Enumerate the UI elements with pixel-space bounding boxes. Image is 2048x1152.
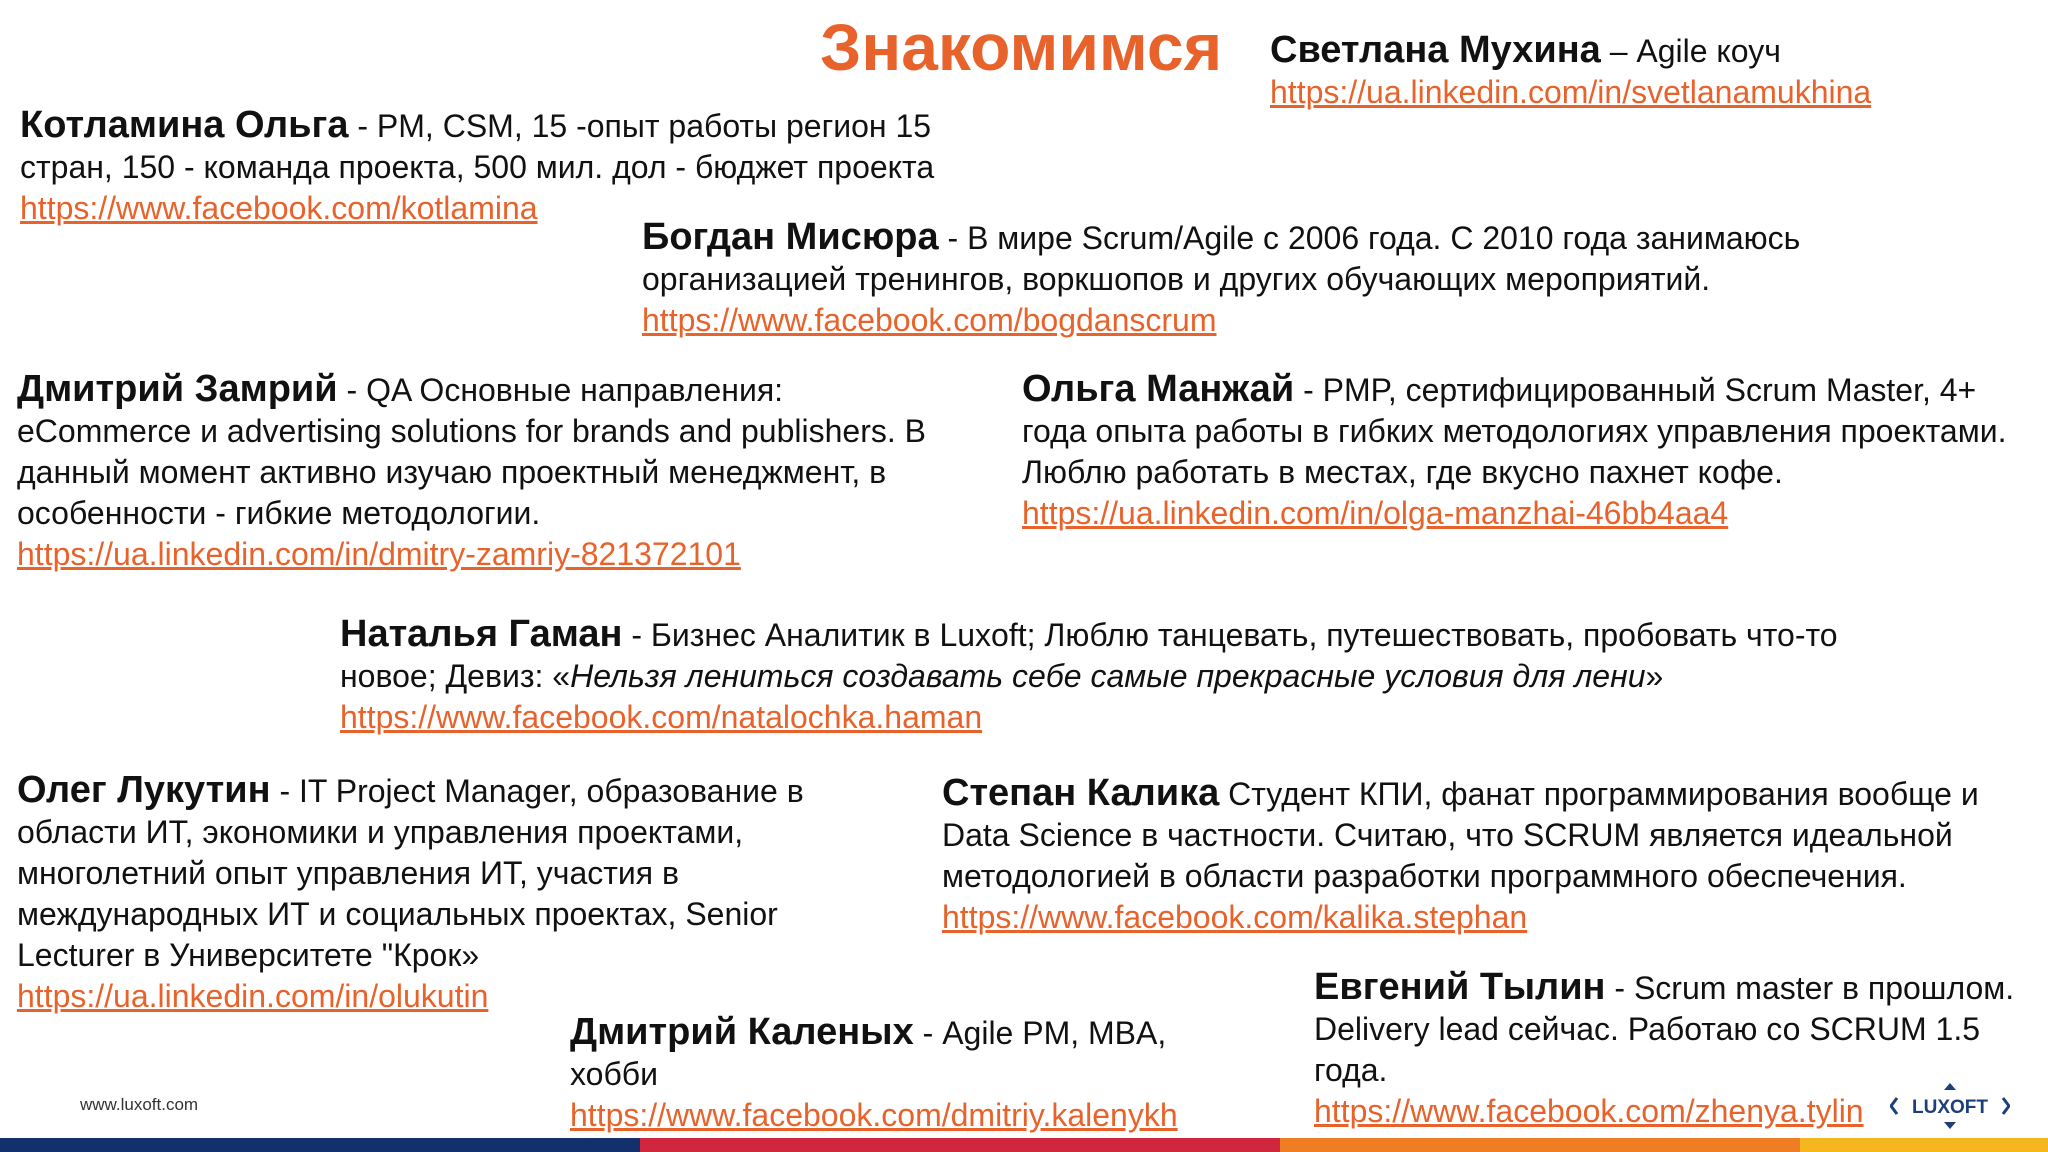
- person-separator: -: [270, 773, 299, 809]
- person-separator: -: [1605, 970, 1634, 1006]
- logo-arrow-bottom: [1944, 1122, 1956, 1129]
- person-separator: -: [1294, 372, 1323, 408]
- person-motto: Нельзя лениться создавать себе самые прекрасные условия для лени: [570, 658, 1646, 694]
- person-card-manzhai: [1022, 369, 2032, 534]
- logo-arrow-left: [1891, 1098, 1897, 1114]
- bar-segment-orange: [1280, 1138, 1800, 1152]
- slide-title: Знакомимся: [820, 10, 1223, 84]
- person-link[interactable]: https://ua.linkedin.com/in/dmitry-zamriy-821372101: [17, 536, 741, 572]
- person-link[interactable]: https://ua.linkedin.com/in/olga-manzhai-46bb4aa4: [1022, 495, 1729, 531]
- footer-site-url: www.luxoft.com: [80, 1095, 199, 1114]
- logo-text: LUXOFT: [1912, 1097, 1988, 1118]
- luxoft-logo-icon: [1890, 1080, 2010, 1132]
- person-description: В мире Scrum/Agile с 2006 года. С 2010 года занимаюсь организацией тренингов, воркшопов и других обучающих мероприятий.: [642, 220, 1801, 297]
- person-name: Светлана Мухина: [1270, 29, 1601, 71]
- person-name: Богдан Мисюра: [642, 216, 939, 258]
- person-description: Agile коуч: [1636, 33, 1781, 69]
- person-link[interactable]: https://ua.linkedin.com/in/svetlanamukhina: [1270, 74, 1872, 110]
- person-separator: –: [1600, 33, 1637, 69]
- person-separator: -: [337, 372, 367, 408]
- person-description: PM, CSM, 15 -опыт работы регион 15 стран, 150 - команда проекта, 500 мил. дол - бюджет проекта: [20, 108, 935, 185]
- person-name: Евгений Тылин: [1314, 966, 1606, 1008]
- person-description: QA Основные направления: eCommerce и advertising solutions for brands and publishers. В данный момент активно изучаю проектный менеджмент, в особенности - гибкие методологии.: [17, 372, 926, 531]
- person-name: Котламина Ольга: [20, 104, 349, 146]
- person-name: Олег Лукутин: [17, 769, 271, 811]
- person-card-zamriy: [17, 369, 957, 575]
- person-name: Степан Калика: [942, 772, 1220, 814]
- person-separator: -: [622, 617, 651, 653]
- person-separator: -: [348, 108, 377, 144]
- logo-arrow-top: [1944, 1083, 1956, 1090]
- bar-segment-yellow: [1800, 1138, 2048, 1152]
- logo-arrow-right: [2003, 1098, 2009, 1114]
- person-name: Наталья Гаман: [340, 613, 623, 655]
- person-description: Бизнес Аналитик в Luxoft; Люблю танцевать, путешествовать, пробовать что-то новое; Девиз: «: [340, 617, 1838, 694]
- bar-segment-navy: [0, 1138, 640, 1152]
- person-separator: -: [938, 220, 968, 256]
- person-description: PMP, сертифицированный Scrum Master, 4+ года опыта работы в гибких методологиях управления проектами. Люблю работать в местах, где вкусно пахнет кофе.: [1022, 372, 2007, 490]
- person-link[interactable]: https://www.facebook.com/natalochka.haman: [340, 699, 983, 735]
- person-card-lukutin: [17, 770, 877, 1017]
- person-link[interactable]: https://ua.linkedin.com/in/olukutin: [17, 978, 489, 1014]
- person-link[interactable]: https://www.facebook.com/kalika.stephan: [942, 899, 1528, 935]
- person-card-haman: [340, 614, 1920, 738]
- person-card-kalenykh: [570, 1012, 1230, 1136]
- person-link[interactable]: https://www.facebook.com/bogdanscrum: [642, 302, 1217, 338]
- person-description: Студент КПИ, фанат программирования вообще и Data Science в частности. Считаю, что SCRUM является идеальной методологией в области разработки программного обеспечения.: [942, 776, 1979, 894]
- person-card-bogdan: [642, 217, 1912, 341]
- bar-segment-red: [640, 1138, 1280, 1152]
- person-separator: [1219, 776, 1228, 812]
- person-name: Ольга Манжай: [1022, 368, 1295, 410]
- bottom-color-bar: [0, 1138, 2048, 1152]
- person-name: Дмитрий Каленых: [570, 1011, 914, 1053]
- person-card-kotlamina: [20, 105, 1010, 229]
- person-description-end: »: [1645, 658, 1664, 694]
- person-card-kalika: [942, 773, 2042, 938]
- person-name: Дмитрий Замрий: [17, 368, 338, 410]
- person-card-svetlana: [1270, 30, 2030, 113]
- person-separator: -: [913, 1015, 943, 1051]
- person-link[interactable]: https://www.facebook.com/kotlamina: [20, 190, 538, 226]
- person-description: Agile PM, MBA, хобби: [570, 1015, 1167, 1092]
- person-link[interactable]: https://www.facebook.com/dmitriy.kalenykh: [570, 1097, 1178, 1133]
- person-link[interactable]: https://www.facebook.com/zhenya.tylin: [1314, 1093, 1864, 1129]
- person-description: Scrum master в прошлом. Delivery lead сейчас. Работаю со SCRUM 1.5 года.: [1314, 970, 2015, 1088]
- person-description: IT Project Manager, образование в области ИТ, экономики и управления проектами, многолетний опыт управления ИТ, участия в международных ИТ и социальных проектах, Senior Lecturer в Университете "Крок»: [17, 773, 804, 973]
